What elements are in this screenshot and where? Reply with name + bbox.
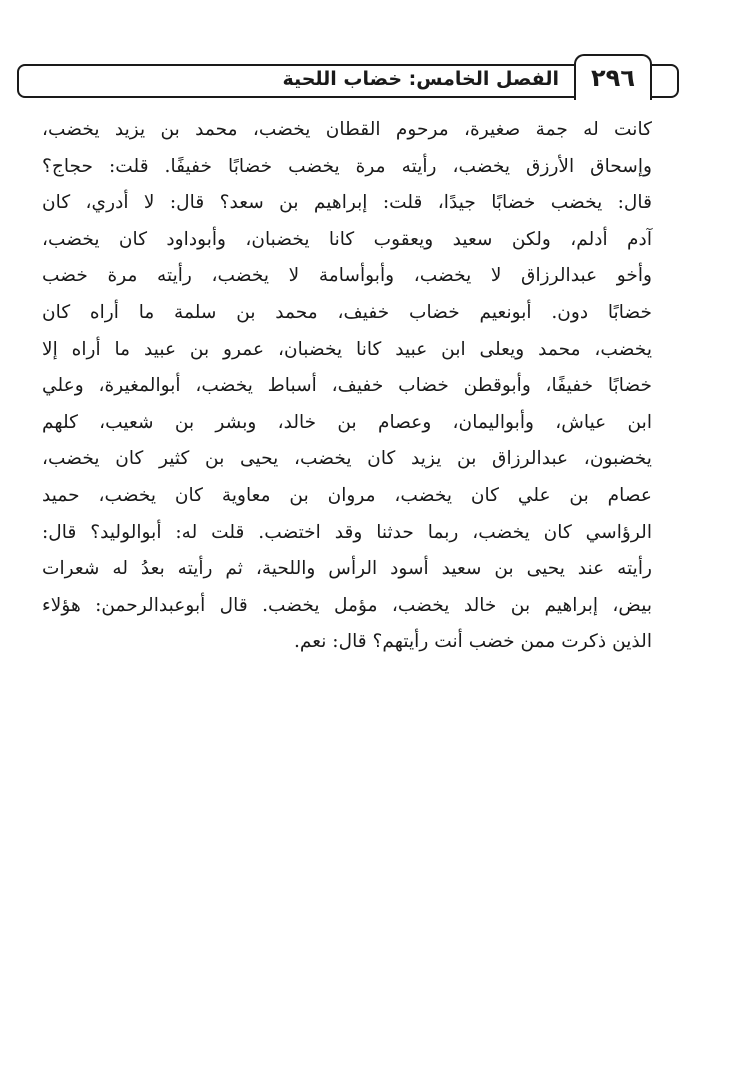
text-line-last: الذين ذكرت ممن خضب أنت رأيتهم؟ قال: نعم.: [293, 631, 652, 653]
text-line: الرؤاسي كان يخضب، ربما حدثنا وقد اختضب. قلت له: أبوالوليد؟ قال:: [42, 521, 652, 543]
text-line: آدم أدلم، ولكن سعيد ويعقوب كانا يخضبان، وأبوداود كان يخضب،: [42, 228, 652, 250]
text-line: رأيته عند يحيى بن سعيد أسود الرأس واللحية، ثم رأيته بعدُ له شعرات: [42, 558, 652, 580]
page-number: [574, 54, 652, 100]
text-line: عصام بن علي كان يخضب، مروان بن معاوية كان يخضب، حميد: [42, 484, 652, 506]
text-line: وإسحاق الأرزق يخضب، رأيته مرة يخضب خضابًا خفيفًا. قلت: حجاج؟: [42, 155, 652, 177]
text-line: وأخو عبدالرزاق لا يخضب، وأبوأسامة لا يخضب، رأيته مرة خضب: [42, 265, 652, 287]
body-text: [42, 112, 652, 661]
text-line: كانت له جمة صغيرة، مرحوم القطان يخضب، محمد بن يزيد يخضب،: [42, 119, 652, 140]
text-line: خضابًا دون. أبونعيم خضاب خفيف، محمد بن سلمة ما أراه كان: [42, 301, 652, 323]
text-line: خضابًا خفيفًا، وأبوقطن خضاب خفيف، أسباط يخضب، أبوالمغيرة، وعلي: [42, 375, 652, 397]
text-line: يخضبون، عبدالرزاق بن يزيد كان يخضب، يحيى بن كثير كان يخضب،: [42, 448, 652, 470]
text-line: يخضب، محمد ويعلى ابن عبيد كانا يخضبان، عمرو بن عبيد ما أراه إلا: [42, 338, 652, 360]
page-number-text: ٢٩٦: [591, 64, 635, 92]
chapter-title: الفصل الخامس: خضاب اللحية: [282, 68, 559, 90]
text-line: بيض، إبراهيم بن خالد يخضب، مؤمل يخضب. قال أبوعبدالرحمن: هؤلاء: [42, 594, 652, 616]
text-line: ابن عياش، وأبواليمان، وعصام بن خالد، وبشر بن شعيب، كلهم: [42, 411, 652, 433]
text-line: قال: يخضب خضابًا جيدًا، قلت: إبراهيم بن سعد؟ قال: لا أدري، كان: [42, 192, 652, 214]
